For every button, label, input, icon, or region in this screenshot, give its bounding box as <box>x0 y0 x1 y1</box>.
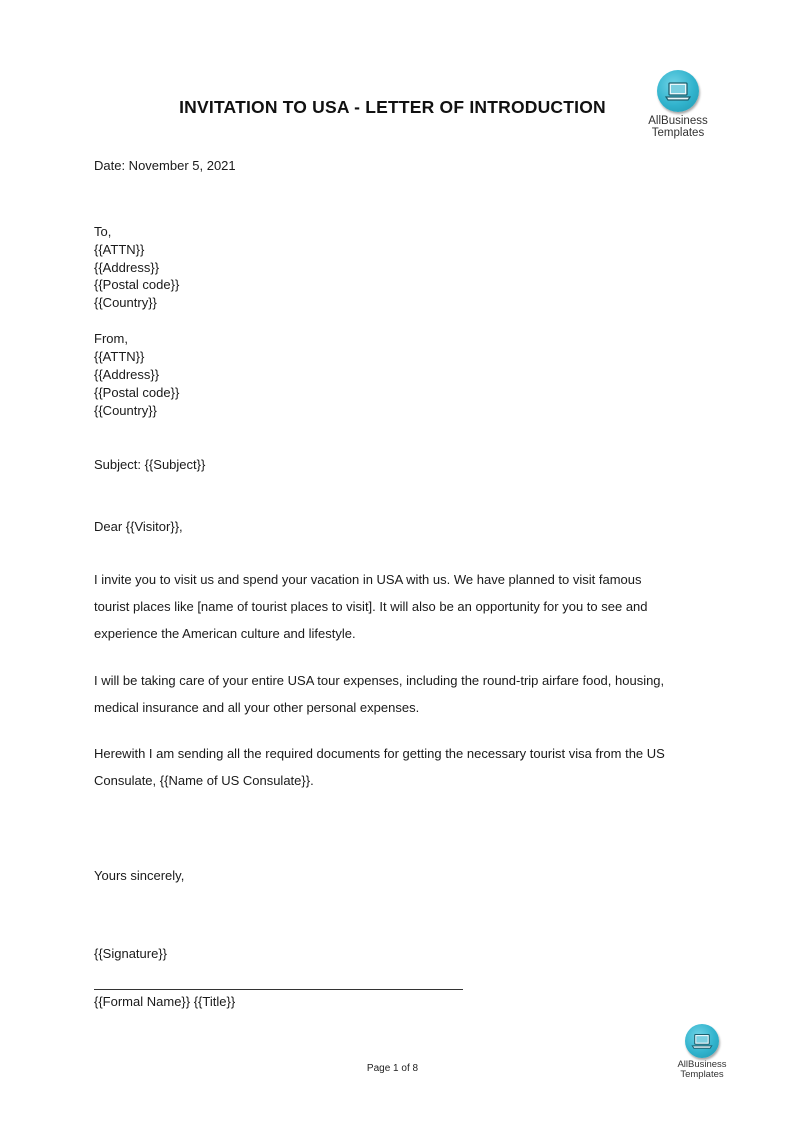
paragraph-line: experience the American culture and lifestyle. <box>94 626 356 641</box>
to-country: {{Country}} <box>94 295 157 310</box>
to-attn: {{ATTN}} <box>94 242 145 257</box>
body-paragraph-3 <box>94 740 694 794</box>
from-label: From, <box>94 331 128 346</box>
footer-logo-text-line1: AllBusiness <box>677 1059 727 1070</box>
footer-logo-text-line2: Templates <box>680 1068 724 1080</box>
body-paragraph-1 <box>94 566 694 647</box>
laptop-icon <box>685 1024 719 1058</box>
greeting: Dear {{Visitor}}, <box>94 519 183 534</box>
signature-line <box>94 989 463 990</box>
name-title: {{Formal Name}} {{Title}} <box>94 994 236 1009</box>
laptop-icon <box>657 70 699 112</box>
to-address: {{Address}} <box>94 260 160 275</box>
logo-text-line1: AllBusiness <box>648 115 708 127</box>
body-paragraph-2 <box>94 667 694 721</box>
to-label: To, <box>94 224 112 239</box>
from-country: {{Country}} <box>94 403 157 418</box>
footer-logo <box>670 1024 734 1080</box>
from-postal-code: {{Postal code}} <box>94 385 180 400</box>
logo-text-line2: Templates <box>651 127 705 140</box>
subject-line: Subject: {{Subject}} <box>94 457 206 472</box>
document-title: INVITATION TO USA - LETTER OF INTRODUCTION <box>179 97 606 117</box>
signature-placeholder: {{Signature}} <box>94 946 168 961</box>
paragraph-line: Herewith I am sending all the required documents for getting the necessary tourist visa from the US <box>94 746 665 761</box>
paragraph-line: tourist places like [name of tourist places to visit]. It will also be an opportunity for you to see and <box>94 599 648 614</box>
paragraph-line: medical insurance and all your other personal expenses. <box>94 700 420 715</box>
from-attn: {{ATTN}} <box>94 349 145 364</box>
date-line: Date: November 5, 2021 <box>94 158 236 173</box>
paragraph-line: I will be taking care of your entire USA tour expenses, including the round-trip airfare food, housing, <box>94 673 665 688</box>
to-postal-code: {{Postal code}} <box>94 277 180 292</box>
allbusiness-templates-logo <box>640 70 716 139</box>
closing: Yours sincerely, <box>94 868 185 883</box>
page-number: Page 1 of 8 <box>366 1063 419 1074</box>
paragraph-line: Consulate, {{Name of US Consulate}}. <box>94 773 314 788</box>
paragraph-line: I invite you to visit us and spend your vacation in USA with us. We have planned to visit famous <box>94 572 642 587</box>
from-address: {{Address}} <box>94 367 160 382</box>
